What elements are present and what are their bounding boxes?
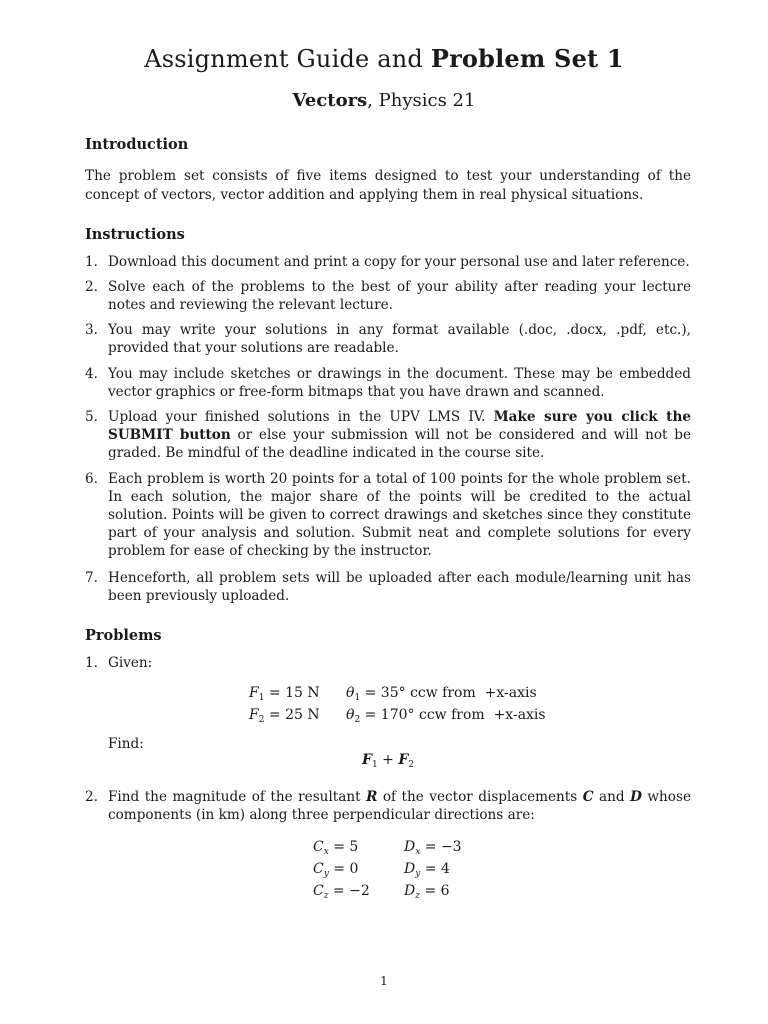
instruction-text: You may write your solutions in any format available (.doc, .docx, .pdf, etc.), provided that your solutions are readable. <box>108 322 691 356</box>
dz-value: = 6 <box>424 883 450 899</box>
instruction-text: Download this document and print a copy for your personal use and later reference. <box>108 254 690 270</box>
subtitle-bold: Vectors <box>292 90 368 111</box>
problem-number: 1. <box>85 655 98 671</box>
f1-equation: $F_1 = 15$ N <box>249 685 320 703</box>
given-label: Given: <box>108 655 153 671</box>
page-number: 1 <box>380 974 388 988</box>
introduction-heading: Introduction <box>85 136 189 153</box>
theta1-equation: $\theta_1 = 35^\circ$ ccw from +x-axis <box>346 685 537 703</box>
dx-value: = −3 <box>424 839 462 855</box>
instruction-number: 5. <box>85 409 98 425</box>
instruction-text: Henceforth, all problem sets will be uploaded after each module/learning unit has been previously uploaded. <box>108 570 691 604</box>
introduction-text: The problem set consists of five items designed to test your understanding of the concept of vectors, vector addition and applying them in real physical situations. <box>85 168 691 203</box>
instruction-text: You may include sketches or drawings in the document. These may be embedded vector graphics or free-form bitmaps that you have drawn and scanned. <box>108 366 691 400</box>
instruction-text-post: or else your submission will not be considered and will not be graded. Be mindful of the deadline indicated in the course site. <box>108 427 691 461</box>
instruction-number: 6. <box>85 471 98 487</box>
cx-value: = 5 <box>333 839 359 855</box>
instruction-number: 2. <box>85 279 98 295</box>
problem-2-text: Find the magnitude of the resultant R of the vector displacements C and D whose components (in km) along three perpendicular directions are: <box>108 789 691 823</box>
theta2-equation: $\theta_2 = 170^\circ$ ccw from +x-axis <box>346 707 546 725</box>
cz-value: = −2 <box>332 883 370 899</box>
theta1-value: = 35° ccw from <box>364 685 476 701</box>
instruction-text-pre: Upload your finished solutions in the UPV LMS IV. <box>108 409 494 425</box>
p2-text-post: whose components (in km) along three perpendicular directions are: <box>108 789 691 823</box>
problem-number: 2. <box>85 789 98 805</box>
plus-sign: + <box>382 752 394 768</box>
cy-equation: $C_y = 0$ <box>313 861 359 879</box>
cx-equation: $C_x = 5$ <box>313 839 359 857</box>
dy-value: = 4 <box>424 861 450 877</box>
f2-value: = 25 N <box>268 707 320 723</box>
dy-equation: $D_y = 4$ <box>404 861 450 879</box>
instruction-text: Solve each of the problems to the best of your ability after reading your lecture notes and reviewing the relevant lecture. <box>108 279 691 313</box>
dx-equation: $D_x = -3$ <box>404 839 462 857</box>
axis-label: +x-axis <box>484 685 537 701</box>
axis-label: +x-axis <box>493 707 546 723</box>
p2-text-pre: Find the magnitude of the resultant <box>108 789 367 805</box>
document-title <box>0 44 768 73</box>
instruction-text: Each problem is worth 20 points for a total of 100 points for the whole problem set. In each solution, the major share of the points will be credited to the actual solution. Points will be given to correct drawings and sketches since they constitute part of your analysis and solution. Submit neat and complete solutions for every problem for ease of checking by the instructor. <box>108 471 691 559</box>
instruction-number: 7. <box>85 570 98 586</box>
document-subtitle <box>0 90 768 111</box>
f1-value: = 15 N <box>268 685 320 701</box>
title-plain: Assignment Guide and <box>144 45 423 73</box>
find-expression: $F_1 + F_2$ <box>362 752 415 770</box>
subtitle-rest: , Physics 21 <box>367 90 476 111</box>
p2-text-mid2: and <box>593 789 631 805</box>
f2-equation: $F_2 = 25$ N <box>249 707 320 725</box>
title-bold: Problem Set 1 <box>430 44 624 73</box>
instruction-text <box>108 408 691 462</box>
dz-equation: $D_z = 6$ <box>404 883 450 901</box>
instruction-number: 1. <box>85 254 98 270</box>
problems-heading: Problems <box>85 627 162 644</box>
submit-emphasis: Make sure you click the SUBMIT button <box>108 409 691 443</box>
instruction-number: 3. <box>85 322 98 338</box>
theta2-value: = 170° ccw from <box>364 707 485 723</box>
find-label: Find: <box>108 736 144 752</box>
cy-value: = 0 <box>333 861 359 877</box>
instructions-heading: Instructions <box>85 226 185 243</box>
p2-text-mid1: of the vector displacements <box>377 789 583 805</box>
instruction-number: 4. <box>85 366 98 382</box>
cz-equation: $C_z = -2$ <box>313 883 370 901</box>
